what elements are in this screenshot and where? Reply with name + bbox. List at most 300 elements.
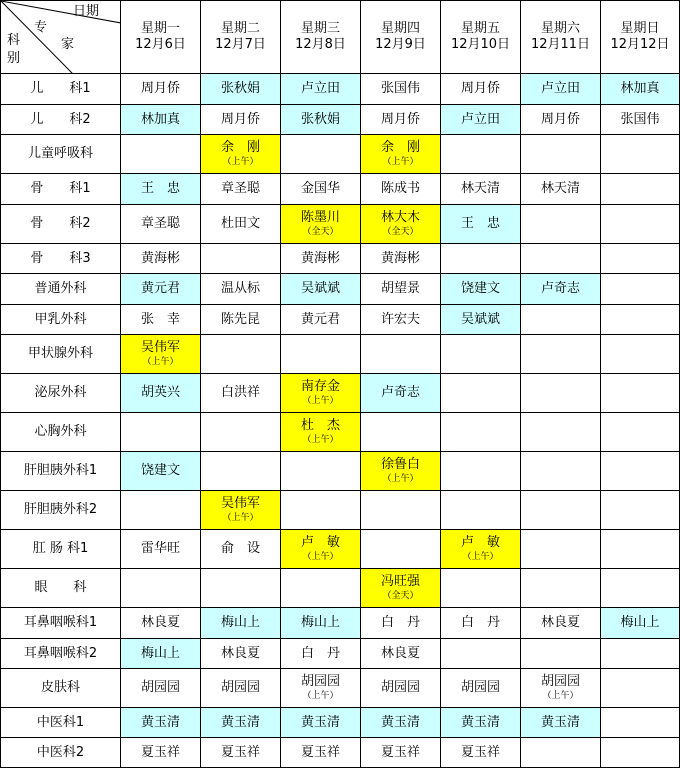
schedule-cell — [441, 335, 521, 374]
schedule-cell — [361, 174, 441, 205]
schedule-cell — [361, 135, 441, 174]
doctor-name: 吴斌斌 — [300, 281, 340, 296]
table-row — [1, 374, 680, 413]
schedule-cell — [601, 530, 680, 569]
doctor-name: 梅山上 — [620, 615, 660, 630]
schedule-cell — [201, 569, 281, 608]
doctor-name: 卢奇志 — [540, 281, 580, 296]
schedule-cell — [201, 639, 281, 669]
schedule-cell — [521, 205, 601, 244]
schedule-cell — [361, 105, 441, 135]
schedule-cell — [521, 608, 601, 639]
doctor-name: 温从标 — [220, 281, 260, 296]
schedule-cell — [361, 738, 441, 768]
schedule-cell — [521, 135, 601, 174]
day-name: 星期三 — [300, 21, 340, 36]
schedule-cell — [601, 305, 680, 335]
schedule-cell — [441, 569, 521, 608]
schedule-cell — [361, 491, 441, 530]
corner-specialist-char-1: 专 — [34, 20, 48, 35]
day-date: 12月11日 — [530, 37, 591, 52]
schedule-cell — [201, 105, 281, 135]
dept-label: 儿童呼吸科 — [1, 135, 121, 174]
schedule-cell — [601, 608, 680, 639]
schedule-cell — [281, 105, 361, 135]
schedule-cell — [121, 452, 201, 491]
schedule-cell — [201, 205, 281, 244]
day-date: 12月7日 — [215, 37, 266, 52]
schedule-cell — [281, 569, 361, 608]
schedule-cell — [441, 639, 521, 669]
schedule-cell — [361, 244, 441, 274]
schedule-cell — [281, 608, 361, 639]
schedule-cell — [201, 608, 281, 639]
header-row — [1, 1, 680, 74]
doctor-name: 夏玉祥 — [140, 744, 180, 760]
doctor-name: 卢立田 — [460, 111, 500, 127]
doctor-name: 吴伟军 — [220, 496, 260, 511]
schedule-cell — [201, 135, 281, 174]
session-note: （上午） — [382, 474, 419, 484]
schedule-cell — [361, 669, 441, 708]
doctor-name: 白洪祥 — [220, 385, 260, 400]
schedule-cell — [201, 452, 281, 491]
schedule-cell — [521, 105, 601, 135]
doctor-name: 金国华 — [300, 181, 340, 196]
doctor-name: 胡园园 — [300, 674, 340, 689]
doctor-name: 吴斌斌 — [460, 311, 500, 327]
dept-label: 儿 科1 — [1, 74, 121, 105]
doctor-name: 林大木 — [380, 210, 420, 225]
schedule-cell — [201, 491, 281, 530]
doctor-name: 白 丹 — [380, 615, 420, 630]
schedule-cell — [201, 244, 281, 274]
schedule-cell — [201, 305, 281, 335]
dept-label: 肛 肠 科1 — [1, 530, 121, 569]
day-date: 12月12日 — [610, 37, 670, 52]
day-name: 星期二 — [220, 21, 260, 36]
schedule-cell — [521, 305, 601, 335]
schedule-cell — [201, 738, 281, 768]
dept-label: 肝胆胰外科1 — [1, 452, 121, 491]
table-row — [1, 491, 680, 530]
schedule-cell — [601, 708, 680, 738]
schedule-cell — [601, 74, 680, 105]
day-header-sun — [601, 1, 680, 74]
doctor-name: 林良夏 — [540, 615, 580, 630]
doctor-name: 黄海彬 — [140, 250, 180, 266]
doctor-name: 周月侨 — [380, 111, 420, 127]
schedule-cell — [521, 569, 601, 608]
doctor-name: 胡英兴 — [140, 385, 180, 400]
day-header-mon — [121, 1, 201, 74]
doctor-name: 卢立田 — [300, 81, 340, 96]
schedule-cell — [601, 639, 680, 669]
table-row — [1, 305, 680, 335]
doctor-name: 胡园园 — [380, 680, 420, 695]
schedule-cell — [361, 305, 441, 335]
doctor-name: 胡园园 — [220, 680, 260, 695]
schedule-cell — [441, 205, 521, 244]
schedule-cell — [521, 708, 601, 738]
doctor-name: 章圣聪 — [220, 181, 260, 196]
doctor-name: 周月侨 — [140, 81, 180, 96]
day-name: 星期日 — [620, 21, 660, 36]
schedule-cell — [281, 274, 361, 305]
dept-label: 甲状腺外科 — [1, 335, 121, 374]
doctor-name: 林良夏 — [220, 645, 260, 661]
schedule-cell — [361, 274, 441, 305]
doctor-name: 梅山上 — [300, 615, 340, 630]
day-name: 星期五 — [460, 21, 500, 36]
doctor-name: 陈先昆 — [220, 311, 260, 327]
doctor-name: 胡园园 — [540, 674, 580, 689]
schedule-cell — [601, 738, 680, 768]
schedule-cell — [121, 174, 201, 205]
schedule-cell — [281, 491, 361, 530]
schedule-cell — [281, 74, 361, 105]
dept-label: 心胸外科 — [1, 413, 121, 452]
schedule-cell — [441, 491, 521, 530]
doctor-name: 黄玉清 — [300, 714, 340, 730]
table-row — [1, 335, 680, 374]
schedule-cell — [601, 174, 680, 205]
corner-dept-char-2: 别 — [7, 51, 21, 66]
doctor-name: 饶建文 — [140, 463, 180, 478]
schedule-cell — [521, 452, 601, 491]
corner-specialist-char-2: 家 — [61, 37, 75, 52]
schedule-cell — [121, 569, 201, 608]
dept-label: 甲乳外科 — [1, 305, 121, 335]
schedule-cell — [121, 274, 201, 305]
doctor-name: 胡园园 — [140, 680, 180, 695]
day-date: 12月9日 — [375, 37, 426, 52]
doctor-name: 章圣聪 — [140, 216, 180, 231]
schedule-body — [1, 74, 680, 768]
dept-label: 耳鼻咽喉科1 — [1, 608, 121, 639]
day-name: 星期四 — [380, 21, 420, 36]
doctor-name: 黄玉清 — [380, 714, 420, 730]
doctor-name: 张国伟 — [380, 81, 420, 96]
doctor-name: 雷华旺 — [140, 541, 180, 556]
schedule-cell — [361, 708, 441, 738]
schedule-cell — [121, 74, 201, 105]
doctor-name: 许宏夫 — [380, 311, 420, 327]
doctor-name: 卢 敏 — [300, 535, 340, 550]
schedule-cell — [601, 452, 680, 491]
doctor-name: 徐鲁白 — [380, 457, 420, 472]
schedule-cell — [441, 244, 521, 274]
doctor-name: 梅山上 — [140, 645, 180, 661]
schedule-cell — [441, 452, 521, 491]
schedule-cell — [441, 708, 521, 738]
day-header-sat — [521, 1, 601, 74]
schedule-cell — [361, 608, 441, 639]
table-row — [1, 274, 680, 305]
schedule-cell — [521, 738, 601, 768]
schedule-cell — [121, 608, 201, 639]
table-row — [1, 74, 680, 105]
schedule-cell — [281, 205, 361, 244]
doctor-name: 冯旺强 — [380, 574, 420, 589]
schedule-cell — [521, 374, 601, 413]
doctor-name: 黄元君 — [300, 311, 340, 327]
schedule-cell — [521, 174, 601, 205]
table-row — [1, 413, 680, 452]
schedule-cell — [521, 669, 601, 708]
session-note: （全天） — [382, 227, 419, 237]
schedule-cell — [201, 174, 281, 205]
schedule-cell — [121, 738, 201, 768]
schedule-cell — [361, 452, 441, 491]
table-row — [1, 639, 680, 669]
doctor-name: 黄海彬 — [300, 250, 340, 266]
schedule-cell — [441, 174, 521, 205]
doctor-name: 林天清 — [540, 181, 580, 196]
schedule-cell — [121, 639, 201, 669]
doctor-name: 林良夏 — [380, 645, 420, 661]
schedule-cell — [521, 413, 601, 452]
schedule-cell — [521, 274, 601, 305]
doctor-name: 陈墨川 — [300, 210, 340, 225]
day-date: 12月10日 — [450, 37, 511, 52]
schedule-cell — [521, 491, 601, 530]
doctor-name: 夏玉祥 — [460, 744, 500, 760]
doctor-name: 南存金 — [300, 379, 340, 394]
day-header-wed — [281, 1, 361, 74]
doctor-name: 张秋娟 — [300, 111, 340, 127]
doctor-name: 杜 杰 — [300, 418, 340, 433]
doctor-name: 夏玉祥 — [220, 744, 260, 760]
doctor-name: 黄玉清 — [140, 714, 180, 730]
schedule-cell — [521, 530, 601, 569]
day-header-thu — [361, 1, 441, 74]
doctor-name: 黄玉清 — [460, 714, 500, 730]
schedule-cell — [121, 708, 201, 738]
session-note: （上午） — [382, 157, 419, 167]
schedule-cell — [121, 105, 201, 135]
schedule-cell — [601, 491, 680, 530]
schedule-cell — [441, 530, 521, 569]
schedule-cell — [281, 335, 361, 374]
table-row — [1, 669, 680, 708]
table-row — [1, 244, 680, 274]
session-note: （上午） — [302, 691, 339, 701]
doctor-name: 卢奇志 — [380, 385, 420, 400]
schedule-cell — [441, 305, 521, 335]
schedule-cell — [361, 74, 441, 105]
schedule-cell — [361, 530, 441, 569]
doctor-name: 黄玉清 — [540, 714, 580, 730]
schedule-cell — [121, 669, 201, 708]
schedule-cell — [281, 530, 361, 569]
schedule-cell — [281, 639, 361, 669]
schedule-cell — [521, 639, 601, 669]
day-name: 星期一 — [140, 21, 180, 36]
corner-date-label: 日期 — [73, 4, 100, 19]
table-row — [1, 608, 680, 639]
schedule-cell — [601, 669, 680, 708]
schedule-cell — [441, 74, 521, 105]
table-row — [1, 105, 680, 135]
schedule-cell — [521, 335, 601, 374]
schedule-cell — [281, 374, 361, 413]
schedule-cell — [361, 205, 441, 244]
doctor-name: 周月侨 — [220, 111, 260, 127]
schedule-cell — [601, 374, 680, 413]
schedule-cell — [121, 530, 201, 569]
dept-label: 眼 科 — [1, 569, 121, 608]
schedule-cell — [601, 335, 680, 374]
doctor-name: 吴伟军 — [140, 340, 180, 355]
schedule-cell — [201, 413, 281, 452]
schedule-cell — [281, 452, 361, 491]
doctor-name: 张秋娟 — [220, 81, 260, 96]
session-note: （全天） — [302, 227, 339, 237]
session-note: （上午） — [142, 357, 179, 367]
session-note: （全天） — [382, 591, 419, 601]
dept-label: 肝胆胰外科2 — [1, 491, 121, 530]
schedule-cell — [281, 413, 361, 452]
doctor-name: 余 刚 — [380, 140, 420, 155]
dept-label: 泌尿外科 — [1, 374, 121, 413]
schedule-cell — [201, 669, 281, 708]
doctor-name: 白 丹 — [460, 615, 500, 630]
corner-dept-char-1: 科 — [7, 33, 21, 48]
doctor-name: 张国伟 — [620, 111, 660, 127]
schedule-cell — [121, 335, 201, 374]
doctor-name: 王 忠 — [460, 216, 500, 231]
schedule-cell — [121, 413, 201, 452]
doctor-name: 俞 设 — [220, 541, 260, 556]
schedule-cell — [201, 274, 281, 305]
schedule-cell — [121, 374, 201, 413]
doctor-name: 周月侨 — [460, 81, 500, 96]
schedule-cell — [601, 569, 680, 608]
doctor-name: 林加真 — [140, 111, 180, 127]
schedule-cell — [521, 244, 601, 274]
corner-header-cell — [1, 1, 121, 74]
doctor-name: 黄玉清 — [220, 714, 260, 730]
schedule-cell — [441, 135, 521, 174]
day-header-tue — [201, 1, 281, 74]
schedule-cell — [521, 74, 601, 105]
schedule-cell — [281, 669, 361, 708]
doctor-name: 夏玉祥 — [300, 744, 340, 760]
dept-label: 耳鼻咽喉科2 — [1, 639, 121, 669]
schedule-cell — [441, 738, 521, 768]
dept-label: 中医科1 — [1, 708, 121, 738]
doctor-name: 王 忠 — [140, 181, 180, 196]
schedule-cell — [281, 305, 361, 335]
dept-label: 皮肤科 — [1, 669, 121, 708]
dept-label: 骨 科1 — [1, 174, 121, 205]
schedule-cell — [601, 244, 680, 274]
schedule-cell — [361, 569, 441, 608]
dept-label: 中医科2 — [1, 738, 121, 768]
schedule-cell — [361, 374, 441, 413]
day-header-fri — [441, 1, 521, 74]
session-note: （上午） — [302, 552, 339, 562]
table-row — [1, 569, 680, 608]
doctor-name: 余 刚 — [220, 140, 260, 155]
day-date: 12月6日 — [135, 37, 186, 52]
schedule-cell — [441, 413, 521, 452]
dept-label: 普通外科 — [1, 274, 121, 305]
day-name: 星期六 — [540, 21, 580, 36]
schedule-cell — [281, 174, 361, 205]
schedule-cell — [441, 669, 521, 708]
doctor-name: 胡园园 — [460, 680, 500, 695]
session-note: （上午） — [302, 435, 339, 445]
doctor-name: 杜田文 — [220, 216, 260, 231]
schedule-cell — [281, 708, 361, 738]
doctor-name: 周月侨 — [540, 111, 580, 127]
schedule-cell — [121, 491, 201, 530]
doctor-name: 卢立田 — [540, 81, 580, 96]
session-note: （上午） — [302, 396, 339, 406]
schedule-cell — [201, 530, 281, 569]
schedule-cell — [361, 413, 441, 452]
schedule-cell — [121, 244, 201, 274]
schedule-cell — [601, 205, 680, 244]
schedule-cell — [121, 135, 201, 174]
schedule-cell — [441, 374, 521, 413]
doctor-name: 饶建文 — [460, 281, 500, 296]
doctor-name: 夏玉祥 — [380, 744, 420, 760]
schedule-cell — [201, 374, 281, 413]
session-note: （上午） — [542, 691, 579, 701]
doctor-name: 黄元君 — [140, 281, 180, 296]
schedule-cell — [121, 305, 201, 335]
doctor-name: 梅山上 — [220, 615, 260, 630]
doctor-name: 林天清 — [460, 181, 500, 196]
schedule-cell — [361, 639, 441, 669]
doctor-name: 胡望景 — [380, 281, 420, 296]
schedule-cell — [121, 205, 201, 244]
day-date: 12月8日 — [295, 37, 346, 52]
schedule-cell — [361, 335, 441, 374]
table-row — [1, 530, 680, 569]
dept-label: 骨 科2 — [1, 205, 121, 244]
table-row — [1, 135, 680, 174]
table-row — [1, 738, 680, 768]
schedule-cell — [201, 708, 281, 738]
doctor-name: 白 丹 — [300, 645, 340, 661]
schedule-cell — [601, 135, 680, 174]
doctor-name: 张 幸 — [140, 311, 180, 327]
session-note: （上午） — [222, 157, 259, 167]
schedule-cell — [601, 274, 680, 305]
table-row — [1, 708, 680, 738]
doctor-name: 林加真 — [620, 81, 660, 96]
table-row — [1, 205, 680, 244]
doctor-name: 林良夏 — [140, 615, 180, 630]
dept-label: 骨 科3 — [1, 244, 121, 274]
dept-label: 儿 科2 — [1, 105, 121, 135]
schedule-cell — [281, 135, 361, 174]
schedule-cell — [281, 738, 361, 768]
schedule-cell — [281, 244, 361, 274]
schedule-cell — [201, 74, 281, 105]
doctor-name: 卢 敏 — [460, 535, 500, 550]
session-note: （上午） — [222, 513, 259, 523]
schedule-cell — [601, 413, 680, 452]
doctor-name: 黄海彬 — [380, 250, 420, 266]
schedule-cell — [441, 105, 521, 135]
session-note: （上午） — [462, 552, 499, 562]
schedule-cell — [441, 608, 521, 639]
